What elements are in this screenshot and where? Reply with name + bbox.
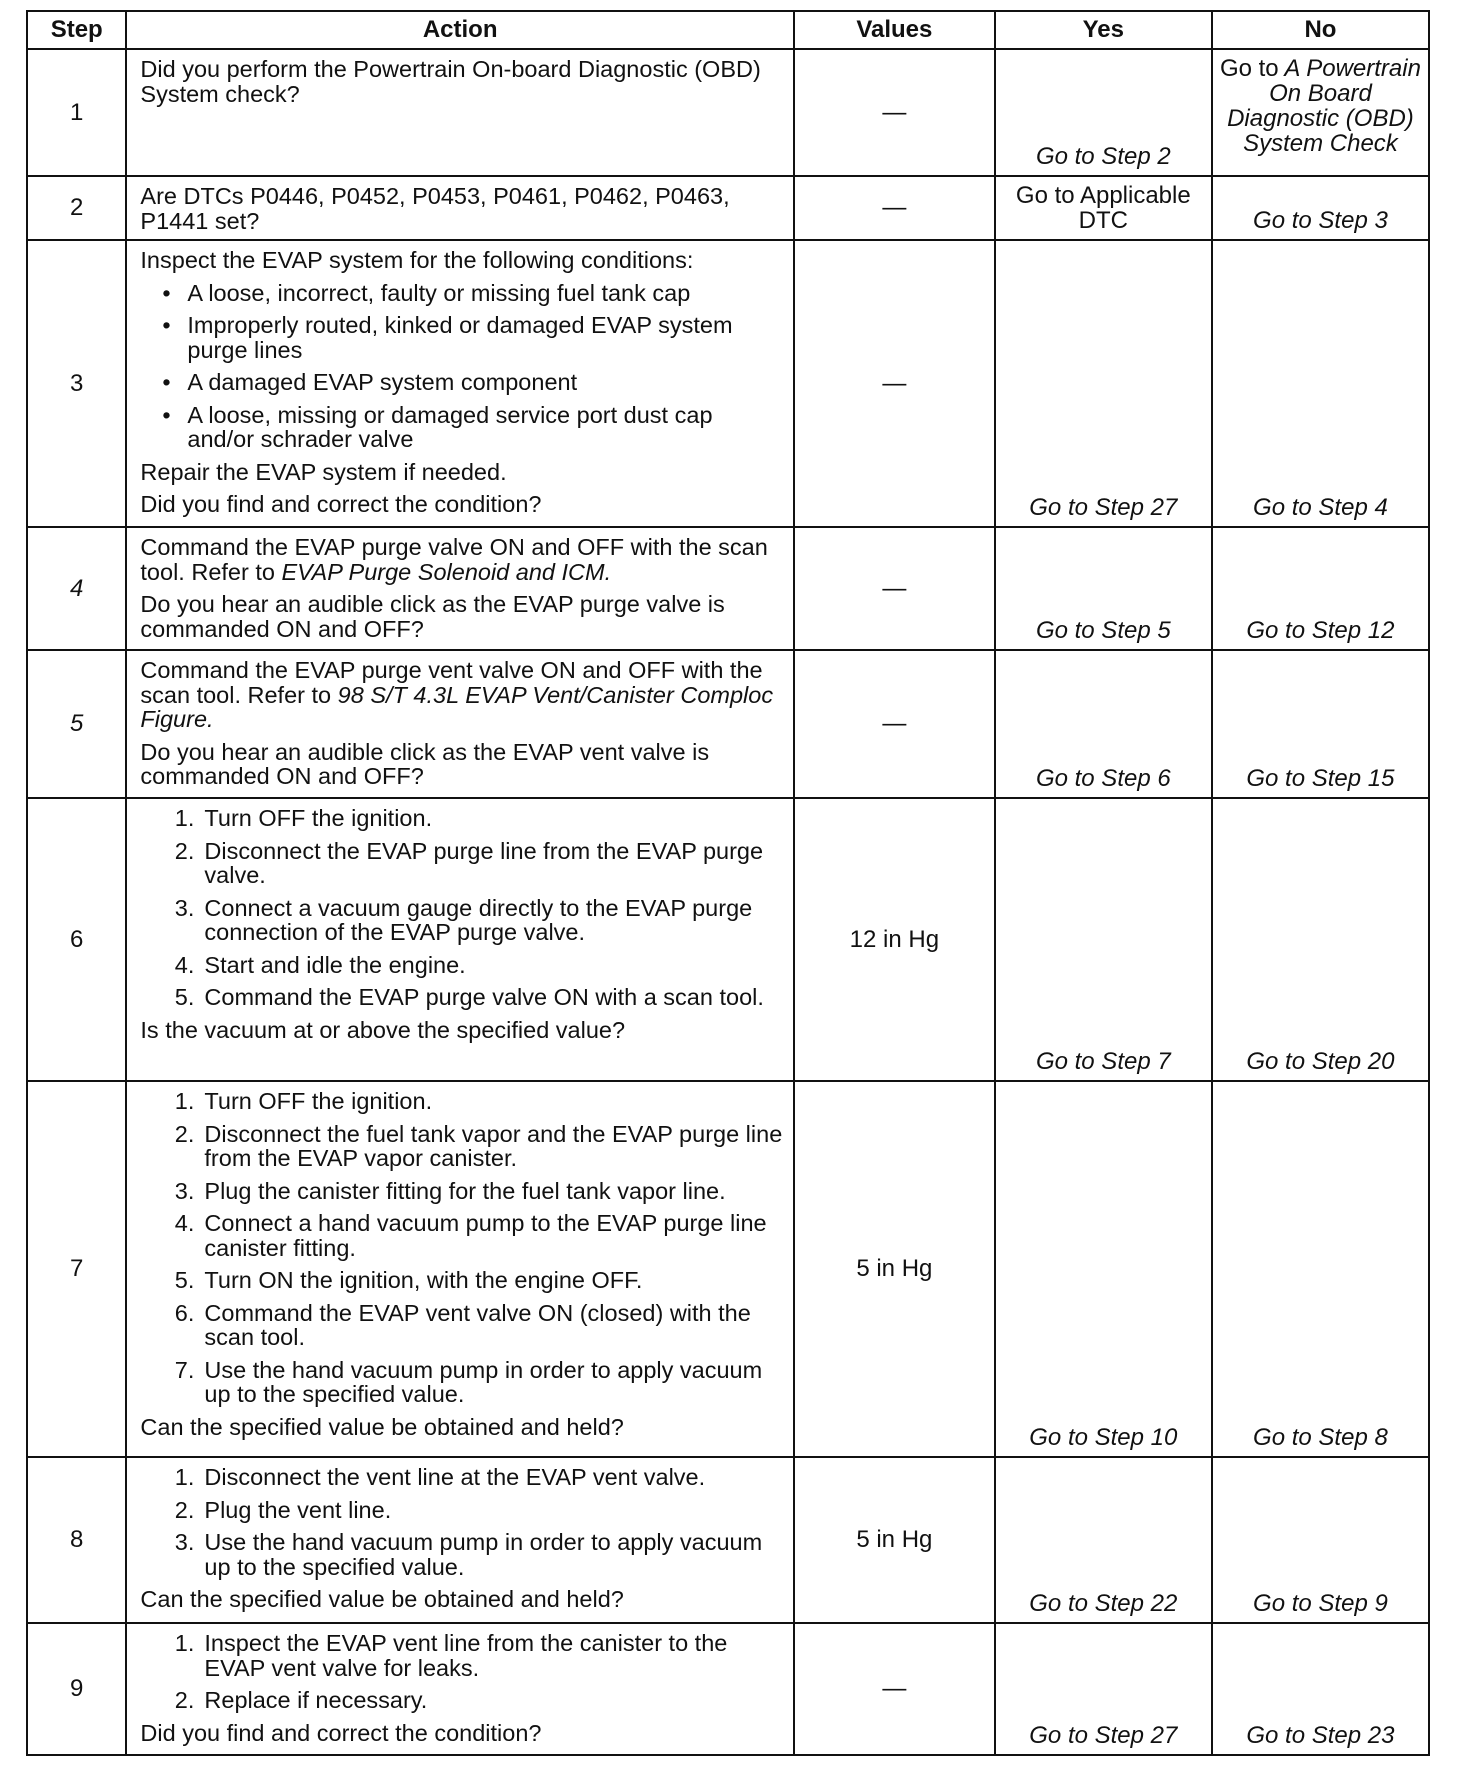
list-item xyxy=(160,1268,785,1293)
item-text: Disconnect the fuel tank vapor and the EVAP purge line from the EVAP vapor canister. xyxy=(204,1120,783,1171)
step-number: 3 xyxy=(27,240,126,527)
action-intro: Command the EVAP purge vent valve ON and OFF with the scan tool. Refer to xyxy=(140,657,763,708)
list-item: • A damaged EVAP system component xyxy=(162,370,785,395)
no-cell: Go to Step 20 xyxy=(1212,798,1429,1081)
value-cell: — xyxy=(794,527,995,650)
action-cell xyxy=(126,1457,794,1623)
header-no: No xyxy=(1212,11,1429,49)
procedure-list xyxy=(140,1089,785,1407)
action-cell xyxy=(126,49,794,176)
value-cell: 5 in Hg xyxy=(794,1081,995,1457)
action-question: Did you find and correct the condition? xyxy=(140,1719,542,1746)
no-cell: Go to Step 9 xyxy=(1212,1457,1429,1623)
value-cell: — xyxy=(794,240,995,527)
item-number: 3. xyxy=(174,1529,195,1555)
list-item xyxy=(160,953,785,978)
item-number: 1. xyxy=(174,1630,195,1656)
item-text: Connect a hand vacuum pump to the EVAP purge line canister fitting. xyxy=(204,1210,767,1261)
action-text: Did you perform the Powertrain On-board Diagnostic (OBD) System check? xyxy=(140,56,761,107)
table-row xyxy=(27,1457,1429,1623)
item-text: Disconnect the EVAP purge line from the EVAP purge valve. xyxy=(204,837,764,888)
no-cell: Go to Step 3 xyxy=(1212,176,1429,240)
list-item xyxy=(160,1179,785,1204)
item-text: Start and idle the engine. xyxy=(204,951,466,978)
value-cell: — xyxy=(794,1623,995,1755)
list-item: • Improperly routed, kinked or damaged EVAP system purge lines xyxy=(162,313,785,362)
no-cell: Go to Step 23 xyxy=(1212,1623,1429,1755)
item-text: Inspect the EVAP vent line from the canister to the EVAP vent valve for leaks. xyxy=(204,1630,728,1681)
diagnostic-table xyxy=(26,10,1430,1756)
item-text: Command the EVAP vent valve ON (closed) with the scan tool. xyxy=(204,1299,751,1350)
procedure-list xyxy=(140,806,785,1010)
item-number: 2. xyxy=(174,1496,195,1523)
item-text: Replace if necessary. xyxy=(204,1687,428,1713)
header-action: Action xyxy=(126,11,794,49)
header-values: Values xyxy=(794,11,995,49)
action-question: Do you hear an audible click as the EVAP purge valve is commanded ON and OFF? xyxy=(140,591,725,642)
action-text: Are DTCs P0446, P0452, P0453, P0461, P0462, P0463, P1441 set? xyxy=(140,183,730,234)
header-row xyxy=(27,11,1429,49)
item-number: 2. xyxy=(174,837,195,864)
table-row xyxy=(27,798,1429,1081)
list-item xyxy=(160,1358,785,1407)
header-yes: Yes xyxy=(995,11,1212,49)
yes-cell: Go to Step 5 xyxy=(995,527,1212,650)
step-number: 7 xyxy=(27,1081,126,1457)
item-number: 1. xyxy=(174,1088,195,1114)
item-text: Turn OFF the ignition. xyxy=(204,805,433,831)
action-question: Can the specified value be obtained and held? xyxy=(140,1586,624,1612)
action-note: Repair the EVAP system if needed. xyxy=(140,458,507,485)
no-cell xyxy=(1212,49,1429,176)
action-cell xyxy=(126,1623,794,1755)
action-cell xyxy=(126,650,794,798)
action-cell xyxy=(126,176,794,240)
action-cell xyxy=(126,798,794,1081)
item-number: 3. xyxy=(174,894,195,921)
item-number: 4. xyxy=(174,1210,195,1236)
item-text: Disconnect the vent line at the EVAP vent valve. xyxy=(204,1464,706,1490)
step-number: 6 xyxy=(27,798,126,1081)
value-cell: — xyxy=(794,49,995,176)
no-prefix: Go to xyxy=(1219,55,1279,82)
procedure-list xyxy=(140,1631,785,1713)
yes-cell: Go to Step 2 xyxy=(995,49,1212,176)
action-reference: EVAP Purge Solenoid and ICM. xyxy=(281,558,612,585)
action-question: Is the vacuum at or above the specified value? xyxy=(140,1016,626,1043)
list-item xyxy=(160,1530,785,1579)
action-intro: Command the EVAP purge valve ON and OFF with the scan tool. Refer to xyxy=(140,534,768,585)
yes-cell: Go to Step 7 xyxy=(995,798,1212,1081)
item-number: 2. xyxy=(174,1120,195,1147)
no-cell: Go to Step 8 xyxy=(1212,1081,1429,1457)
item-text: Turn ON the ignition, with the engine OFF. xyxy=(204,1267,643,1293)
table-row xyxy=(27,176,1429,240)
no-cell: Go to Step 4 xyxy=(1212,240,1429,527)
action-question: Can the specified value be obtained and held? xyxy=(140,1413,624,1440)
value-cell: 12 in Hg xyxy=(794,798,995,1081)
step-number: 4 xyxy=(27,527,126,650)
list-item xyxy=(160,1631,785,1680)
no-cell: Go to Step 15 xyxy=(1212,650,1429,798)
table-row xyxy=(27,527,1429,650)
table-row xyxy=(27,650,1429,798)
table-row xyxy=(27,1623,1429,1755)
step-number: 1 xyxy=(27,49,126,176)
item-text: Command the EVAP purge valve ON with a scan tool. xyxy=(204,984,764,1010)
step-number: 2 xyxy=(27,176,126,240)
yes-cell: Go to Applicable DTC xyxy=(995,176,1212,240)
action-cell xyxy=(126,240,794,527)
list-item: • A loose, incorrect, faulty or missing fuel tank cap xyxy=(162,281,785,306)
list-item xyxy=(160,1688,785,1713)
item-number: 6. xyxy=(174,1299,195,1326)
item-number: 5. xyxy=(174,1267,195,1293)
yes-cell: Go to Step 27 xyxy=(995,1623,1212,1755)
condition-list xyxy=(140,281,785,452)
list-item xyxy=(160,1498,785,1523)
yes-cell: Go to Step 22 xyxy=(995,1457,1212,1623)
table-row xyxy=(27,1081,1429,1457)
item-number: 4. xyxy=(174,951,195,978)
item-text: Turn OFF the ignition. xyxy=(204,1088,433,1114)
action-cell xyxy=(126,1081,794,1457)
action-reference: 98 S/T 4.3L EVAP Vent/Canister Comploc Figure. xyxy=(140,681,774,732)
list-item xyxy=(160,1122,785,1171)
step-number: 8 xyxy=(27,1457,126,1623)
item-number: 1. xyxy=(174,805,195,831)
list-item: • A loose, missing or damaged service port dust cap and/or schrader valve xyxy=(162,403,785,452)
table-row xyxy=(27,49,1429,176)
value-cell: — xyxy=(794,650,995,798)
list-item xyxy=(160,1211,785,1260)
item-number: 1. xyxy=(174,1464,195,1490)
action-cell xyxy=(126,527,794,650)
list-item xyxy=(160,1465,785,1490)
action-text xyxy=(140,658,785,732)
item-number: 7. xyxy=(174,1356,195,1383)
procedure-list xyxy=(140,1465,785,1579)
no-cell: Go to Step 12 xyxy=(1212,527,1429,650)
list-item xyxy=(160,1089,785,1114)
item-number: 5. xyxy=(174,984,195,1010)
no-reference: A Powertrain On Board Diagnostic (OBD) System Check xyxy=(1227,55,1421,157)
table-row xyxy=(27,240,1429,527)
item-number: 3. xyxy=(174,1177,195,1204)
list-item xyxy=(160,839,785,888)
list-item xyxy=(160,896,785,945)
item-text: Plug the vent line. xyxy=(204,1496,392,1523)
action-text xyxy=(140,535,785,584)
yes-cell: Go to Step 10 xyxy=(995,1081,1212,1457)
list-item xyxy=(160,985,785,1010)
yes-cell: Go to Step 6 xyxy=(995,650,1212,798)
action-question: Did you find and correct the condition? xyxy=(140,491,542,517)
yes-cell: Go to Step 27 xyxy=(995,240,1212,527)
item-number: 2. xyxy=(174,1687,195,1713)
step-number: 9 xyxy=(27,1623,126,1755)
item-text: Connect a vacuum gauge directly to the EVAP purge connection of the EVAP purge valve. xyxy=(204,894,753,945)
action-question: Do you hear an audible click as the EVAP vent valve is commanded ON and OFF? xyxy=(140,738,710,789)
value-cell: — xyxy=(794,176,995,240)
item-text: Plug the canister fitting for the fuel tank vapor line. xyxy=(204,1177,726,1204)
list-item xyxy=(160,1301,785,1350)
item-text: Use the hand vacuum pump in order to apply vacuum up to the specified value. xyxy=(204,1529,763,1580)
value-cell: 5 in Hg xyxy=(794,1457,995,1623)
item-text: Use the hand vacuum pump in order to apply vacuum up to the specified value. xyxy=(204,1356,763,1407)
header-step: Step xyxy=(27,11,126,49)
list-item xyxy=(160,806,785,831)
step-number: 5 xyxy=(27,650,126,798)
action-text: Inspect the EVAP system for the following conditions: xyxy=(140,247,694,273)
